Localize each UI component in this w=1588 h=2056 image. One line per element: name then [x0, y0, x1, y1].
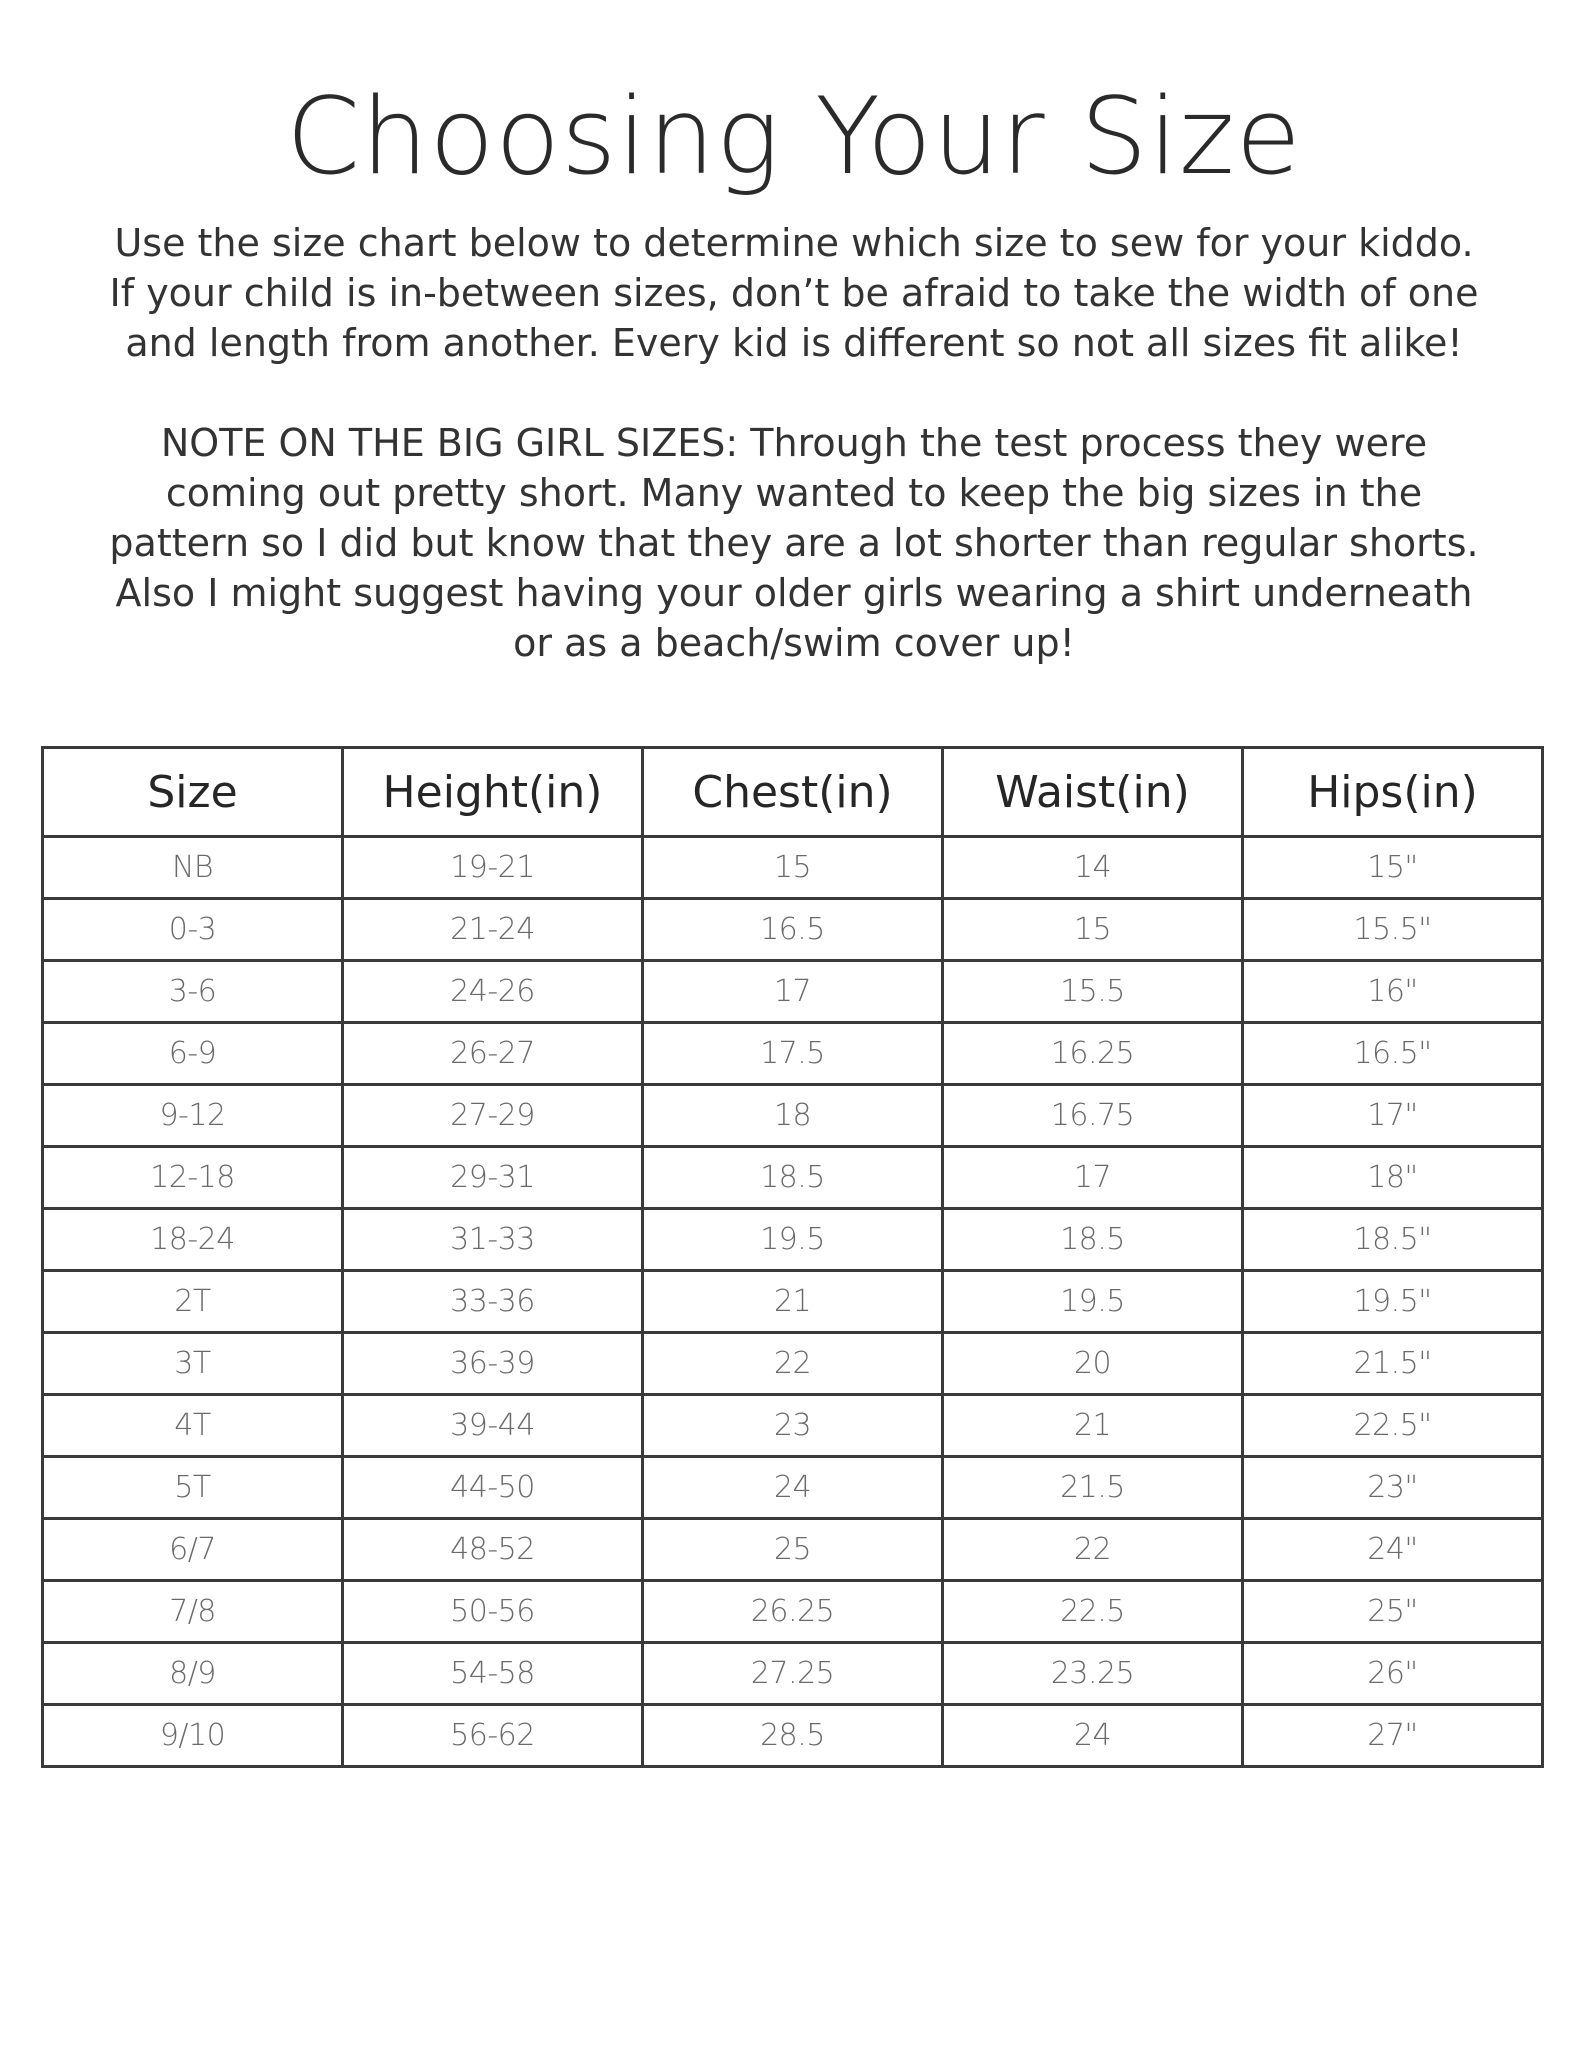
cell-waist: 18.5 [943, 1209, 1243, 1271]
intro-line: Use the size chart below to determine which size to sew for your kiddo. [114, 221, 1474, 265]
cell-waist: 23.25 [943, 1643, 1243, 1705]
cell-hips: 25" [1243, 1581, 1543, 1643]
cell-waist: 22 [943, 1519, 1243, 1581]
table-row [43, 1643, 1543, 1705]
cell-size: 9/10 [43, 1705, 343, 1767]
cell-chest: 21 [643, 1271, 943, 1333]
note-paragraph [40, 418, 1548, 668]
cell-size: NB [43, 837, 343, 899]
table-row [43, 1147, 1543, 1209]
table-row [43, 1023, 1543, 1085]
cell-chest: 25 [643, 1519, 943, 1581]
table-row [43, 899, 1543, 961]
note-line: coming out pretty short. Many wanted to keep the big sizes in the [165, 471, 1423, 515]
cell-size: 8/9 [43, 1643, 343, 1705]
cell-hips: 27" [1243, 1705, 1543, 1767]
table-row [43, 1581, 1543, 1643]
table-row [43, 1085, 1543, 1147]
header-waist: Waist(in) [943, 748, 1243, 837]
table-row [43, 1705, 1543, 1767]
cell-chest: 18.5 [643, 1147, 943, 1209]
cell-hips: 18.5" [1243, 1209, 1543, 1271]
cell-waist: 14 [943, 837, 1243, 899]
cell-size: 12-18 [43, 1147, 343, 1209]
cell-hips: 19.5" [1243, 1271, 1543, 1333]
cell-height: 54-58 [343, 1643, 643, 1705]
note-line: Also I might suggest having your older girls wearing a shirt underneath [115, 571, 1473, 615]
table-row [43, 1271, 1543, 1333]
cell-hips: 15.5" [1243, 899, 1543, 961]
cell-waist: 15 [943, 899, 1243, 961]
header-size: Size [43, 748, 343, 837]
cell-chest: 24 [643, 1457, 943, 1519]
cell-height: 24-26 [343, 961, 643, 1023]
table-row [43, 837, 1543, 899]
cell-waist: 17 [943, 1147, 1243, 1209]
cell-chest: 17.5 [643, 1023, 943, 1085]
cell-hips: 24" [1243, 1519, 1543, 1581]
cell-hips: 15" [1243, 837, 1543, 899]
page-title: Choosing Your Size [286, 75, 1302, 198]
cell-chest: 26.25 [643, 1581, 943, 1643]
table-row [43, 1395, 1543, 1457]
cell-height: 39-44 [343, 1395, 643, 1457]
size-chart-table [41, 746, 1544, 1768]
cell-height: 19-21 [343, 837, 643, 899]
cell-chest: 27.25 [643, 1643, 943, 1705]
cell-chest: 16.5 [643, 899, 943, 961]
cell-hips: 18" [1243, 1147, 1543, 1209]
cell-chest: 18 [643, 1085, 943, 1147]
cell-size: 2T [43, 1271, 343, 1333]
cell-chest: 15 [643, 837, 943, 899]
cell-waist: 21 [943, 1395, 1243, 1457]
cell-size: 5T [43, 1457, 343, 1519]
intro-line: and length from another. Every kid is different so not all sizes fit alike! [125, 321, 1463, 365]
cell-hips: 21.5" [1243, 1333, 1543, 1395]
note-line: NOTE ON THE BIG GIRL SIZES: Through the test process they were [160, 421, 1428, 465]
header-height: Height(in) [343, 748, 643, 837]
cell-size: 6-9 [43, 1023, 343, 1085]
table-row [43, 1333, 1543, 1395]
cell-hips: 26" [1243, 1643, 1543, 1705]
cell-chest: 22 [643, 1333, 943, 1395]
cell-hips: 22.5" [1243, 1395, 1543, 1457]
header-chest: Chest(in) [643, 748, 943, 837]
cell-waist: 19.5 [943, 1271, 1243, 1333]
cell-chest: 23 [643, 1395, 943, 1457]
note-line: or as a beach/swim cover up! [513, 621, 1075, 665]
table-body [43, 837, 1543, 1767]
cell-size: 3T [43, 1333, 343, 1395]
table-row [43, 1519, 1543, 1581]
cell-size: 0-3 [43, 899, 343, 961]
intro-line: If your child is in-between sizes, don’t be afraid to take the width of one [109, 271, 1479, 315]
cell-waist: 16.75 [943, 1085, 1243, 1147]
cell-height: 29-31 [343, 1147, 643, 1209]
cell-hips: 23" [1243, 1457, 1543, 1519]
cell-height: 56-62 [343, 1705, 643, 1767]
cell-size: 3-6 [43, 961, 343, 1023]
cell-size: 4T [43, 1395, 343, 1457]
cell-height: 33-36 [343, 1271, 643, 1333]
cell-height: 44-50 [343, 1457, 643, 1519]
cell-waist: 15.5 [943, 961, 1243, 1023]
cell-height: 26-27 [343, 1023, 643, 1085]
cell-waist: 16.25 [943, 1023, 1243, 1085]
cell-height: 36-39 [343, 1333, 643, 1395]
cell-chest: 28.5 [643, 1705, 943, 1767]
table-row [43, 1457, 1543, 1519]
cell-hips: 17" [1243, 1085, 1543, 1147]
table-row [43, 1209, 1543, 1271]
cell-size: 18-24 [43, 1209, 343, 1271]
table-row [43, 961, 1543, 1023]
cell-size: 9-12 [43, 1085, 343, 1147]
cell-size: 7/8 [43, 1581, 343, 1643]
cell-waist: 22.5 [943, 1581, 1243, 1643]
cell-waist: 21.5 [943, 1457, 1243, 1519]
cell-waist: 20 [943, 1333, 1243, 1395]
cell-height: 48-52 [343, 1519, 643, 1581]
table-header-row [43, 748, 1543, 837]
cell-height: 27-29 [343, 1085, 643, 1147]
cell-waist: 24 [943, 1705, 1243, 1767]
note-line: pattern so I did but know that they are a lot shorter than regular shorts. [109, 521, 1479, 565]
cell-chest: 17 [643, 961, 943, 1023]
cell-height: 21-24 [343, 899, 643, 961]
header-hips: Hips(in) [1243, 748, 1543, 837]
intro-paragraph [40, 218, 1548, 368]
cell-hips: 16.5" [1243, 1023, 1543, 1085]
cell-height: 31-33 [343, 1209, 643, 1271]
cell-height: 50-56 [343, 1581, 643, 1643]
cell-size: 6/7 [43, 1519, 343, 1581]
cell-hips: 16" [1243, 961, 1543, 1023]
cell-chest: 19.5 [643, 1209, 943, 1271]
